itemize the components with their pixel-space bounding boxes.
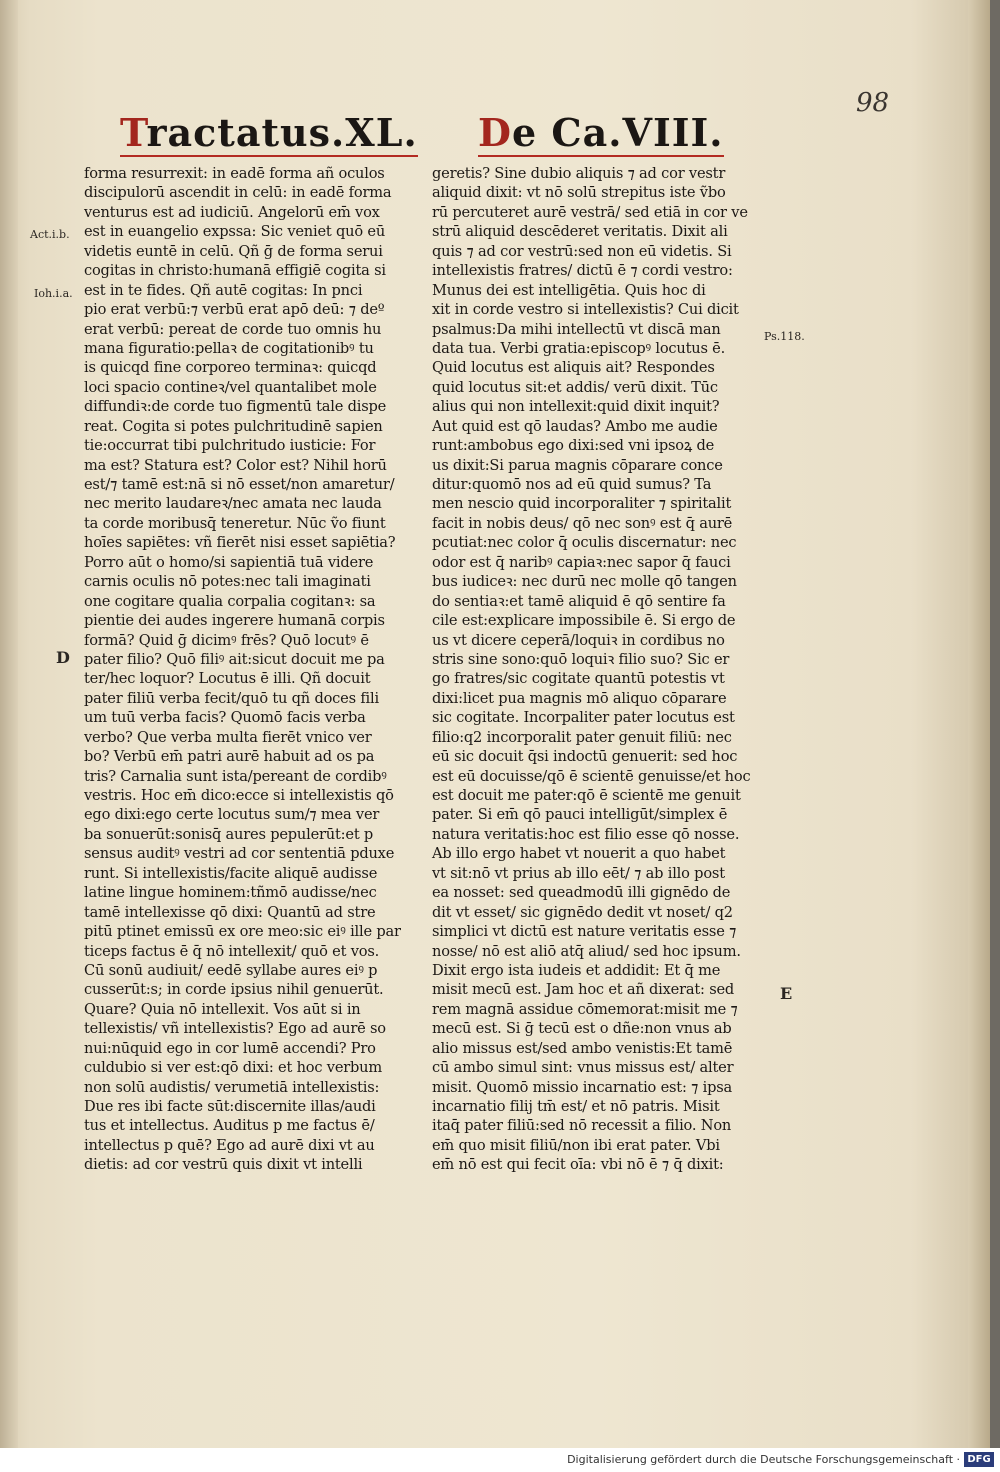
text-line: is quicqd fine corporeo terminaꝛ: quicqd [84,359,377,377]
text-line: pater filio? Quō filiꝰ ait:sicut docuit me pa [84,650,385,668]
text-line: misit. Quomō missio incarnatio est: ⁊ ipsa [432,1078,733,1096]
text-line: culdubio si ver est:qō dixi: et hoc verbum [84,1059,383,1077]
text-line: ea nosset: sed queadmodū illi gignēdo de [432,884,731,902]
text-line: nui:nūquid ego in cor lumē accendi? Pro [84,1039,376,1057]
text-line: sic cogitate. Incorpaliter pater locutus est [432,709,735,727]
text-line: cile est:explicare impossibile ē. Si ergo de [432,612,736,630]
text-line: discipulorū ascendit in celū: in eadē forma [84,184,392,202]
text-line: facit in nobis deus/ qō nec sonꝰ est q̄ aurē [432,514,733,532]
text-line: pitū ptinet emissū ex ore meo:sic eiꝰ ille par [84,923,401,941]
text-line: stris sine sono:quō loquiꝛ filio suo? Sic er [432,650,730,668]
running-head-right: De Ca.VIII. [478,110,724,155]
text-line: Cū sonū audiuit/ eedē syllabe aures eiꝰ p [84,961,378,979]
text-line: latine lingue hominem:tñmō audisse/nec [84,884,377,902]
text-line: alio missus est/sed ambo venistis:Et tamē [432,1039,733,1057]
text-line: est docuit me pater:qō ē scientē me genuit [432,787,741,804]
text-line: ditur:quomō nos ad eū quid sumus? Ta [432,476,712,493]
text-line: est in euangelio expssa: Sic veniet quō eū [84,223,386,241]
text-line: venturus est ad iudiciū. Angelorū em̄ vox [84,203,380,221]
text-line: mana figuratio:pellaꝛ de cogitationibꝰ tu [84,339,374,357]
text-line: est eū docuisse/qō ē scientē genuisse/et hoc [432,767,751,785]
text-line: carnis oculis nō potes:nec tali imaginati [84,573,371,591]
text-line: ego dixi:ego certe locutus sum/⁊ mea ver [84,806,380,824]
text-line: incarnatio filij tm̄ est/ et nō patris. Misit [432,1098,720,1115]
text-line: rū percuteret aurē vestrā/ sed etiā in cor ve [432,203,748,221]
text-line: dietis: ad cor vestrū quis dixit vt intelli [84,1156,363,1174]
dfg-logo: DFG [964,1452,994,1467]
text-line: intellexistis fratres/ dictū ē ⁊ cordi vestro: [432,262,733,280]
text-line: go fratres/sic cogitate quantū potestis vt [432,670,725,688]
text-line: Ab illo ergo habet vt nouerit a quo habet [432,845,726,863]
text-line: nosse/ nō est aliō atq̄ aliud/ sed hoc ipsum. [432,942,741,960]
text-line: verbo? Que verba multa fierēt vnico ver [84,728,372,746]
text-line: one cogitare qualia corpalia cogitanꝛ: sa [84,592,376,610]
text-line: runt. Si intellexistis/facite aliquē audisse [84,864,378,882]
text-line: data tua. Verbi gratia:episcopꝰ locutus ē. [432,339,726,357]
text-line: hoīes sapiētes: vñ fierēt nisi esset sapiētia? [84,534,396,552]
text-line: Dixit ergo ista iudeis et addidit: Et q̄ me [432,961,721,979]
text-line: em̄ quo misit filiū/non ibi erat pater. Vbi [432,1136,720,1154]
text-line: psalmus:Da mihi intellectū vt discā man [432,320,721,338]
text-line: ta corde moribusq̄ teneretur. Nūc ṽo fiunt [84,514,386,532]
text-line: runt:ambobus ego dixi:sed vni ipsoꝝ de [432,437,715,455]
margin-note-act: Act.i.b. [30,228,70,241]
right-text-column [432,164,762,1175]
text-line: filio:q2 incorporalit pater genuit filiū: nec [432,728,732,746]
text-line: natura veritatis:hoc est filio esse qō nosse. [432,825,740,843]
text-line: strū aliquid descēderet veritatis. Dixit ali [432,223,728,241]
text-line: formā? Quid ḡ dicimꝰ frēs? Quō locutꝰ ē [84,631,369,649]
text-line: dit vt esset/ sic gignēdo dedit vt noset/ q2 [432,903,733,921]
text-line: ba sonuerūt:sonisq̄ aures pepulerūt:et p [84,825,374,843]
text-line: vt sit:nō vt prius ab illo eēt/ ⁊ ab illo post [432,864,725,882]
text-line: quis ⁊ ad cor vestrū:sed non eū videtis. Si [432,242,732,260]
text-line: non solū audistis/ verumetiā intellexistis: [84,1078,380,1096]
text-line: bo? Verbū em̄ patri aurē habuit ad os pa [84,748,375,766]
text-line: itaq̄ pater filiū:sed nō recessit a filio. Non [432,1117,732,1135]
text-line: erat verbū: pereat de corde tuo omnis hu [84,320,382,338]
footer-credit: Digitalisierung gefördert durch die Deutsche Forschungsgemeinschaft · [567,1453,960,1466]
running-head-left: Tractatus.XL. [120,110,418,155]
section-mark-d: D [56,648,70,667]
margin-note-ps: Ps.118. [764,330,805,343]
text-line: ma est? Statura est? Color est? Nihil horū [84,456,387,474]
page-edge-right [968,0,990,1448]
text-line: xit in corde vestro si intellexistis? Cui dicit [432,301,739,319]
text-line: videtis euntē in celū. Qñ ḡ de forma serui [84,242,383,260]
text-line: alius qui non intellexit:quid dixit inquit? [432,398,720,416]
text-line: Munus dei est intelligētia. Quis hoc di [432,281,706,299]
text-line: cū ambo simul sint: vnus missus est/ alter [432,1059,734,1077]
text-line: eū sic docuit q̄si indoctū genuerit: sed hoc [432,748,738,766]
text-line: dixi:licet pua magnis mō aliquo cōparare [432,689,727,707]
text-line: simplici vt dictū est nature veritatis esse ⁊ [432,923,737,941]
text-line: pater. Si em̄ qō pauci intelligūt/simplex ē [432,806,728,824]
text-line: tamē intellexisse qō dixi: Quantū ad stre [84,903,376,921]
text-line: Porro aūt o homo/si sapientiā tuā videre [84,553,374,571]
text-line: intellectus p quē? Ego ad aurē dixi vt au [84,1136,375,1154]
text-line: sensus auditꝰ vestri ad cor sententiā pduxe [84,845,395,863]
text-line: vestris. Hoc em̄ dico:ecce si intellexistis qō [84,787,394,804]
section-mark-e: E [780,984,793,1003]
text-line: reat. Cogita si potes pulchritudinē sapien [84,417,383,435]
text-line: loci spacio contineꝛ/vel quantalibet mole [84,378,377,396]
text-line: forma resurrexit: in eadē forma añ oculos [84,165,385,182]
text-line: diffundiꝛ:de corde tuo figmentū tale dispe [84,398,387,416]
text-line: cusserūt:s; in corde ipsius nihil genuerūt. [84,981,384,999]
text-line: ter/hec loquor? Locutus ē illi. Qñ docuit [84,670,371,688]
text-line: pcutiat:nec color q̄ oculis discernatur: nec [432,534,737,552]
text-line: aliquid dixit: vt nō solū strepitus iste ṽbo [432,184,726,202]
text-line: tris? Carnalia sunt ista/pereant de cordibꝰ [84,767,387,785]
text-line: nec merito laudareꝛ/nec amata nec lauda [84,495,382,513]
text-line: do sentiaꝛ:et tamē aliquid ē qō sentire fa [432,592,726,610]
digitization-footer [0,1448,1000,1472]
gutter-shadow [0,0,18,1448]
text-line: mecū est. Si ḡ tecū est o dñe:non vnus ab [432,1020,732,1038]
text-line: Aut quid est qō laudas? Ambo me audie [432,417,718,435]
text-line: rem magnā assidue cōmemorat:misit me ⁊ [432,1000,738,1018]
text-line: em̄ nō est qui fecit oīa: vbi nō ē ⁊ q̄ dixit: [432,1156,724,1174]
text-line: quid locutus sit:et addis/ verū dixit. Tūc [432,378,718,396]
left-text-column [84,164,414,1175]
text-line: cogitas in christo:humanā effigiē cogita si [84,262,386,280]
text-line: tus et intellectus. Auditus p me factus ē/ [84,1117,375,1135]
text-line: Quid locutus est aliquis ait? Respondes [432,359,715,377]
text-line: tie:occurrat tibi pulchritudo iusticie: For [84,437,376,455]
text-line: pientie dei audes ingerere humanā corpis [84,612,385,630]
text-line: geretis? Sine dubio aliquis ⁊ ad cor vestr [432,165,726,182]
text-line: odor est q̄ naribꝰ capiaꝛ:nec sapor q̄ fauci [432,553,731,571]
margin-note-ioh: Ioh.i.a. [34,287,73,300]
text-line: us dixit:Si parua magnis cōparare conce [432,456,723,474]
text-line: Quare? Quia nō intellexit. Vos aūt si in [84,1000,361,1018]
text-line: us vt dicere ceperā/loquiꝛ in cordibus no [432,631,725,649]
text-line: ticeps factus ē q̄ nō intellexit/ quō et vos. [84,942,380,960]
text-line: pater filiū verba fecit/quō tu qñ doces fili [84,689,379,707]
folio-number: 98 [856,88,890,118]
text-line: pio erat verbū:⁊ verbū erat apō deū: ⁊ deº [84,301,385,319]
text-line: est/⁊ tamē est:nā si nō esset/non amaretur/ [84,476,395,493]
text-line: um tuū verba facis? Quomō facis verba [84,709,366,727]
text-line: Due res ibi facte sūt:discernite illas/audi [84,1098,376,1115]
text-line: tellexistis/ vñ intellexistis? Ego ad aurē so [84,1020,386,1038]
text-line: est in te fides. Qñ autē cogitas: In pnci [84,281,363,299]
text-line: bus iudiceꝛ: nec durū nec molle qō tangen [432,573,737,591]
text-line: misit mecū est. Jam hoc et añ dixerat: sed [432,981,735,999]
text-line: men nescio quid incorporaliter ⁊ spiritalit [432,495,732,513]
